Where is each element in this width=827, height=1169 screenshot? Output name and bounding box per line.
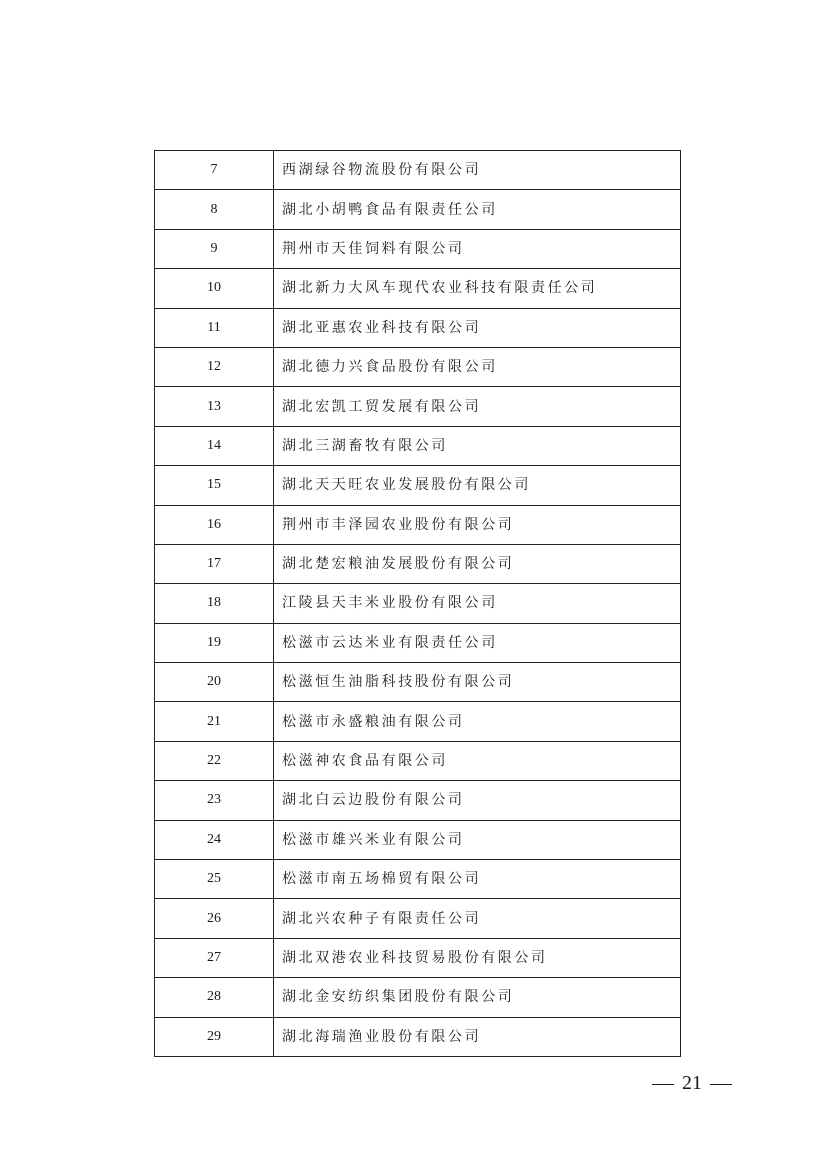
company-name-cell: 湖北新力大风车现代农业科技有限责任公司 bbox=[274, 269, 681, 308]
company-name-cell: 松滋市永盛粮油有限公司 bbox=[274, 702, 681, 741]
row-number-cell: 17 bbox=[155, 544, 274, 583]
row-number-cell: 22 bbox=[155, 741, 274, 780]
row-number-cell: 15 bbox=[155, 466, 274, 505]
table-row bbox=[155, 190, 681, 229]
company-name-cell: 江陵县天丰米业股份有限公司 bbox=[274, 584, 681, 623]
row-number-cell: 26 bbox=[155, 899, 274, 938]
company-name-cell: 湖北三湖畜牧有限公司 bbox=[274, 426, 681, 465]
table-row bbox=[155, 623, 681, 662]
company-name-cell: 荆州市丰泽园农业股份有限公司 bbox=[274, 505, 681, 544]
table-row bbox=[155, 938, 681, 977]
company-name-cell: 湖北德力兴食品股份有限公司 bbox=[274, 347, 681, 386]
company-name-cell: 西湖绿谷物流股份有限公司 bbox=[274, 151, 681, 190]
row-number-cell: 8 bbox=[155, 190, 274, 229]
company-table bbox=[154, 150, 681, 1057]
row-number-cell: 12 bbox=[155, 347, 274, 386]
company-name-cell: 湖北亚惠农业科技有限公司 bbox=[274, 308, 681, 347]
company-name-cell: 湖北天天旺农业发展股份有限公司 bbox=[274, 466, 681, 505]
table-row bbox=[155, 1017, 681, 1056]
row-number-cell: 19 bbox=[155, 623, 274, 662]
company-name-cell: 湖北兴农种子有限责任公司 bbox=[274, 899, 681, 938]
row-number-cell: 24 bbox=[155, 820, 274, 859]
company-name-cell: 湖北海瑞渔业股份有限公司 bbox=[274, 1017, 681, 1056]
table-row bbox=[155, 741, 681, 780]
row-number-cell: 18 bbox=[155, 584, 274, 623]
page-footer bbox=[644, 1072, 740, 1095]
table-row bbox=[155, 584, 681, 623]
company-name-cell: 湖北金安纺织集团股份有限公司 bbox=[274, 978, 681, 1017]
company-name-cell: 松滋市云达米业有限责任公司 bbox=[274, 623, 681, 662]
row-number-cell: 7 bbox=[155, 151, 274, 190]
row-number-cell: 27 bbox=[155, 938, 274, 977]
company-name-cell: 松滋市雄兴米业有限公司 bbox=[274, 820, 681, 859]
table-row bbox=[155, 781, 681, 820]
company-name-cell: 松滋神农食品有限公司 bbox=[274, 741, 681, 780]
table-row bbox=[155, 269, 681, 308]
row-number-cell: 11 bbox=[155, 308, 274, 347]
row-number-cell: 16 bbox=[155, 505, 274, 544]
row-number-cell: 25 bbox=[155, 860, 274, 899]
table-row bbox=[155, 229, 681, 268]
footer-left-dash bbox=[652, 1084, 674, 1085]
table-row bbox=[155, 426, 681, 465]
table-row bbox=[155, 978, 681, 1017]
table-row bbox=[155, 387, 681, 426]
table-row bbox=[155, 820, 681, 859]
table-row bbox=[155, 544, 681, 583]
table-row bbox=[155, 702, 681, 741]
row-number-cell: 21 bbox=[155, 702, 274, 741]
company-name-cell: 湖北白云边股份有限公司 bbox=[274, 781, 681, 820]
row-number-cell: 9 bbox=[155, 229, 274, 268]
company-name-cell: 湖北楚宏粮油发展股份有限公司 bbox=[274, 544, 681, 583]
company-name-cell: 松滋市南五场棉贸有限公司 bbox=[274, 860, 681, 899]
table-row bbox=[155, 308, 681, 347]
company-name-cell: 湖北双港农业科技贸易股份有限公司 bbox=[274, 938, 681, 977]
row-number-cell: 28 bbox=[155, 978, 274, 1017]
table-row bbox=[155, 505, 681, 544]
row-number-cell: 10 bbox=[155, 269, 274, 308]
row-number-cell: 20 bbox=[155, 663, 274, 702]
company-name-cell: 湖北小胡鸭食品有限责任公司 bbox=[274, 190, 681, 229]
footer-right-dash bbox=[710, 1084, 732, 1085]
row-number-cell: 14 bbox=[155, 426, 274, 465]
table-row bbox=[155, 466, 681, 505]
table-row bbox=[155, 663, 681, 702]
company-table-body bbox=[155, 151, 681, 1057]
table-row bbox=[155, 347, 681, 386]
row-number-cell: 23 bbox=[155, 781, 274, 820]
table-row bbox=[155, 151, 681, 190]
row-number-cell: 29 bbox=[155, 1017, 274, 1056]
company-name-cell: 湖北宏凯工贸发展有限公司 bbox=[274, 387, 681, 426]
company-name-cell: 松滋恒生油脂科技股份有限公司 bbox=[274, 663, 681, 702]
table-row bbox=[155, 860, 681, 899]
page-number: 21 bbox=[682, 1072, 702, 1094]
table-row bbox=[155, 899, 681, 938]
row-number-cell: 13 bbox=[155, 387, 274, 426]
company-name-cell: 荆州市天佳饲料有限公司 bbox=[274, 229, 681, 268]
